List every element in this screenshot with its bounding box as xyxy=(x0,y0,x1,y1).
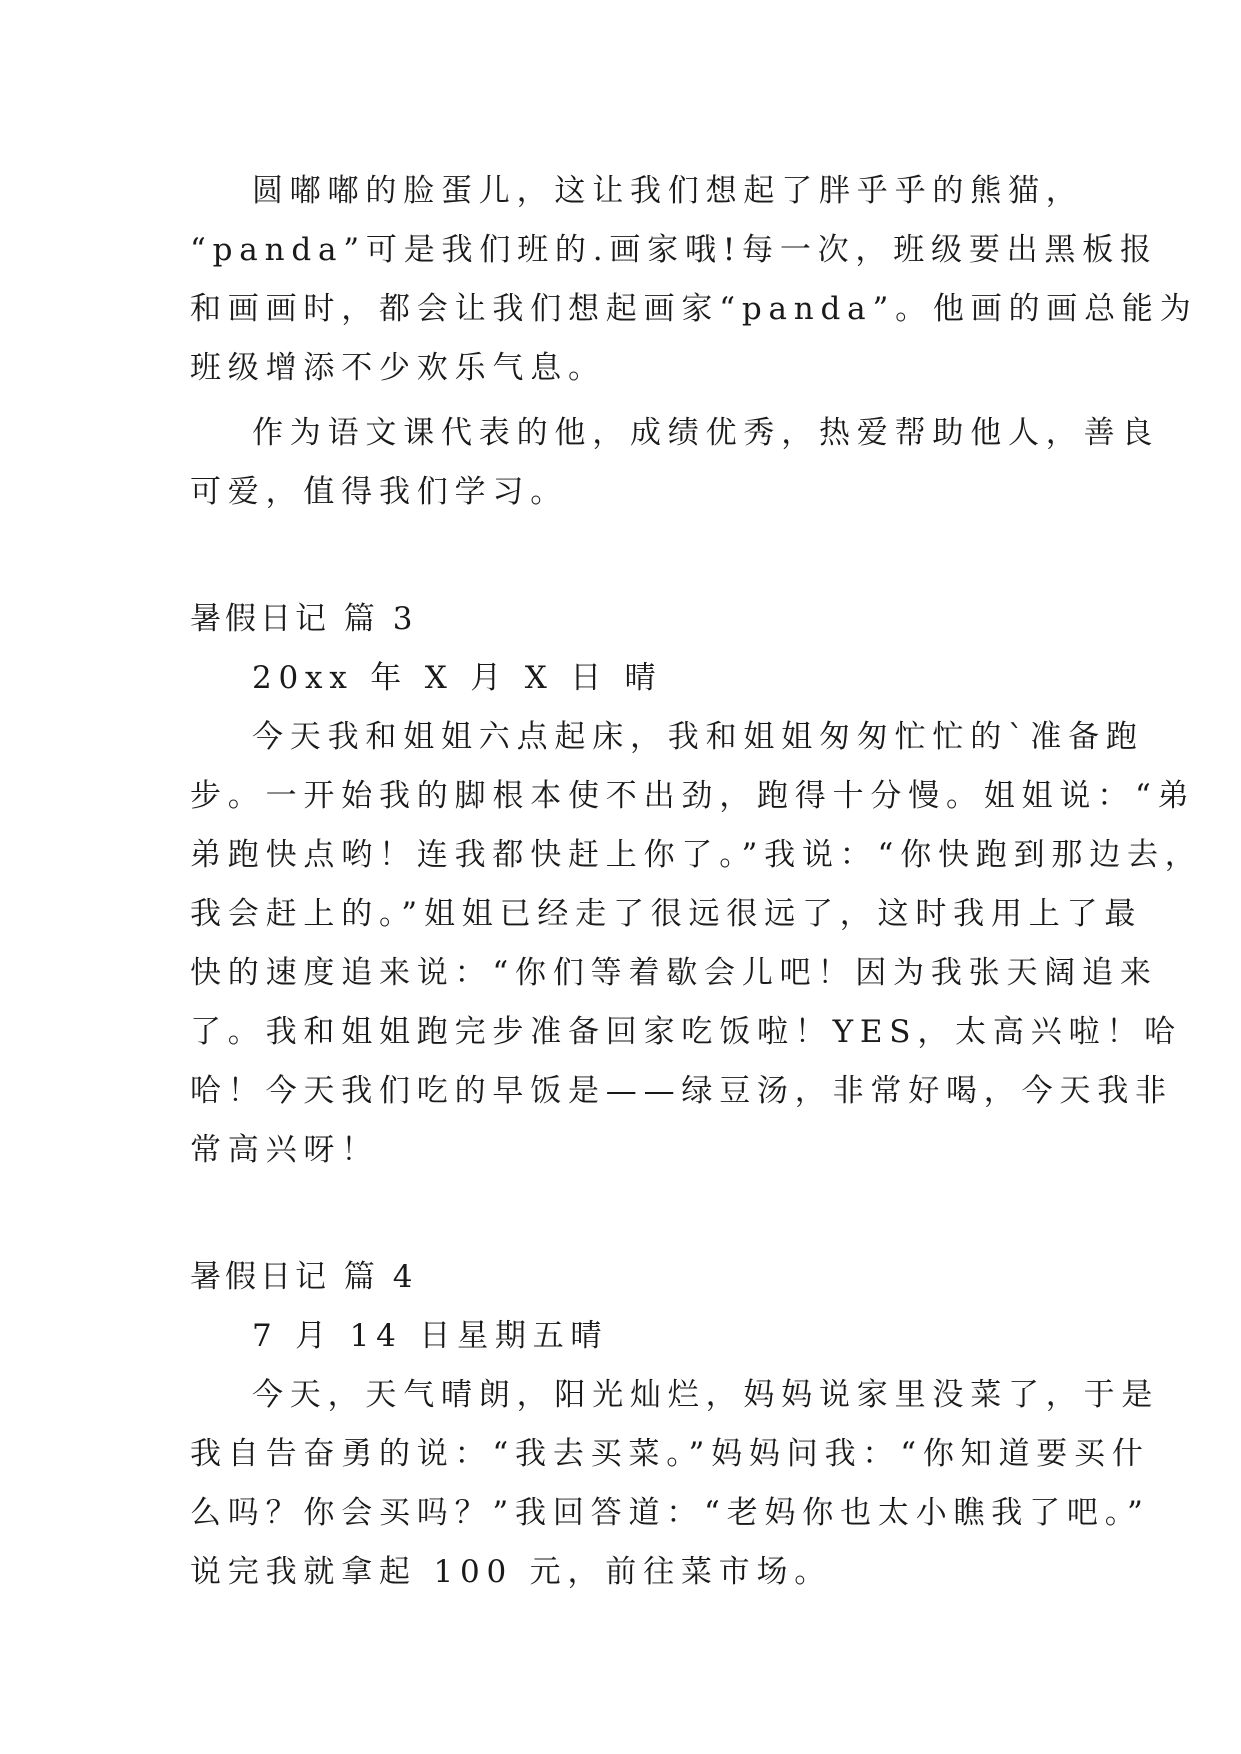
text-line: 7 月 14 日星期五晴 xyxy=(252,1318,609,1354)
paragraph-running xyxy=(190,708,1203,1180)
text-line: 了。我和姐姐跑完步准备回家吃饭啦！YES，太高兴啦！哈 xyxy=(190,1014,1182,1050)
paragraph-shopping xyxy=(190,1366,1160,1602)
text-line: 可爱，值得我们学习。 xyxy=(190,474,568,510)
date-line-4 xyxy=(190,1307,1060,1366)
text-line: 快的速度追来说：“你们等着歇会儿吧！因为我张天阔追来 xyxy=(190,955,1158,991)
text-line: 圆嘟嘟的脸蛋儿，这让我们想起了胖乎乎的熊猫， xyxy=(252,173,1084,209)
text-line: 班级增添不少欢乐气息。 xyxy=(190,350,606,386)
text-line: 哈！今天我们吃的早饭是——绿豆汤，非常好喝，今天我非 xyxy=(190,1073,1173,1109)
text-line: 今天我和姐姐六点起床，我和姐姐匆匆忙忙的`准备跑 xyxy=(252,719,1144,755)
paragraph-summary xyxy=(190,404,1160,522)
text-line: “panda”可是我们班的.画家哦!每一次，班级要出黑板报 xyxy=(190,232,1158,268)
text-line: 常高兴呀！ xyxy=(190,1132,379,1168)
date-line-3 xyxy=(190,649,1060,708)
text-line: 和画画时，都会让我们想起画家“panda”。他画的画总能为 xyxy=(190,291,1198,327)
text-line: 步。一开始我的脚根本使不出劲，跑得十分慢。姐姐说：“弟 xyxy=(190,778,1196,814)
text-line: 今天，天气晴朗，阳光灿烂，妈妈说家里没菜了，于是 xyxy=(252,1377,1160,1413)
text-line: 20xx 年 X 月 X 日 晴 xyxy=(252,660,663,696)
text-line: 我会赶上的。”姐姐已经走了很远很远了，这时我用上了最 xyxy=(190,896,1143,932)
text-line: 我自告奋勇的说：“我去买菜。”妈妈问我：“你知道要买什 xyxy=(190,1436,1150,1472)
text-line: 说完我就拿起 100 元，前往菜市场。 xyxy=(190,1554,833,1590)
section-heading-4: 暑假日记 篇 4 xyxy=(190,1259,417,1295)
text-line: 弟跑快点哟！连我都快赶上你了。”我说：“你快跑到那边去， xyxy=(190,837,1203,873)
text-line: 作为语文课代表的他，成绩优秀，热爱帮助他人，善良 xyxy=(252,415,1160,451)
paragraph-panda xyxy=(190,162,1198,398)
text-line: 么吗？你会买吗？”我回答道：“老妈你也太小瞧我了吧。” xyxy=(190,1495,1150,1531)
document-page xyxy=(190,162,1203,1602)
section-heading-3: 暑假日记 篇 3 xyxy=(190,601,417,637)
